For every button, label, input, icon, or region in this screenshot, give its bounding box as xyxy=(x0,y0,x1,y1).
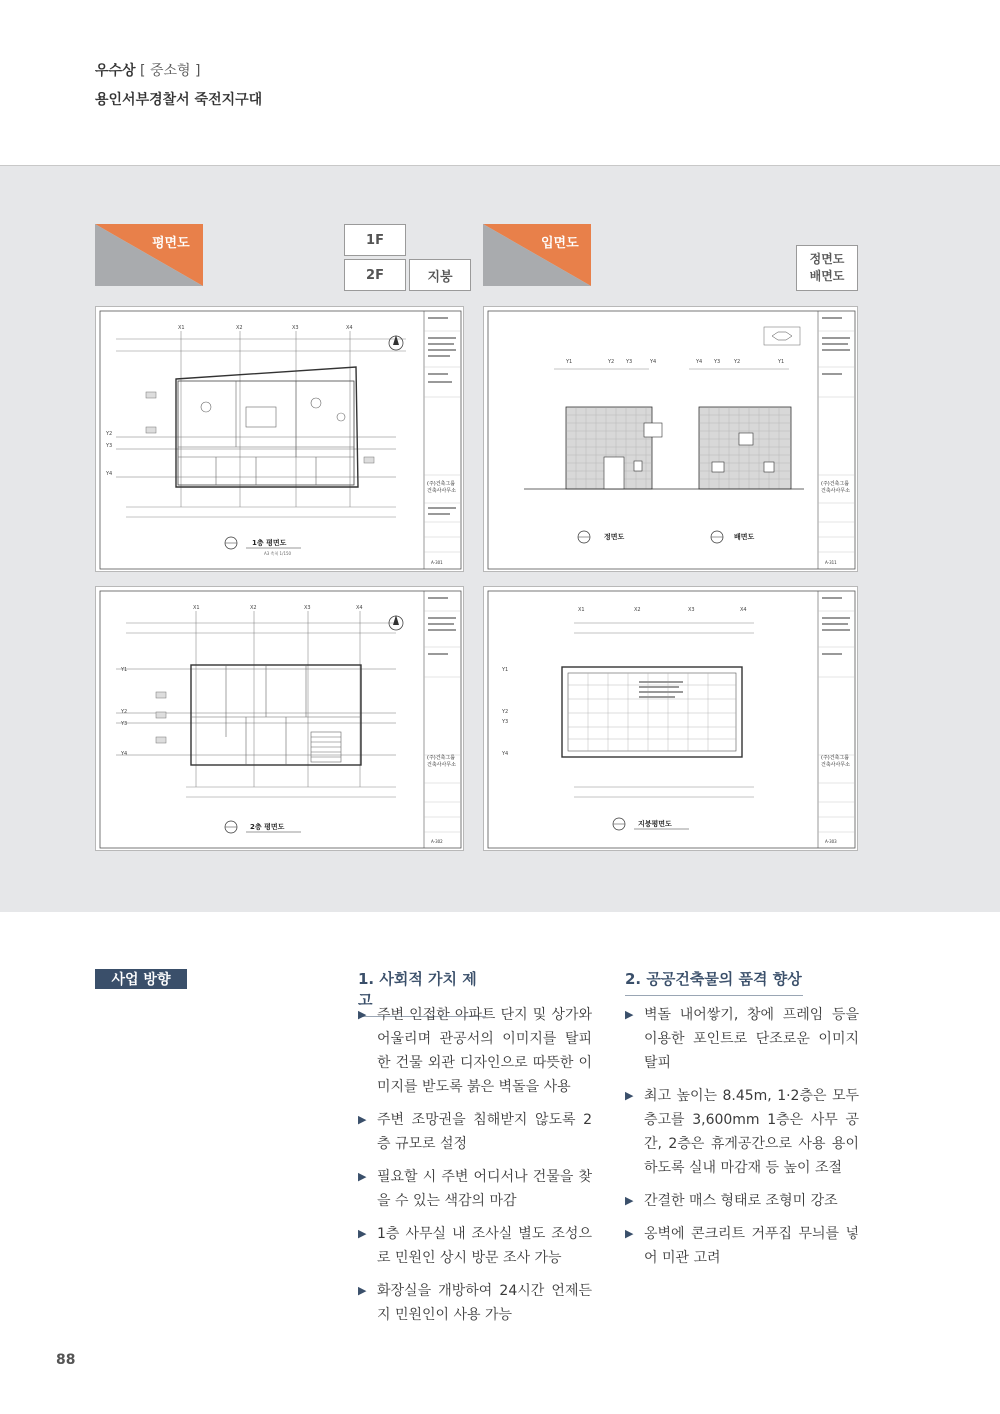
svg-text:X1: X1 xyxy=(178,325,185,331)
svg-text:Y4: Y4 xyxy=(502,751,509,757)
front-elevation-title: 정면도 xyxy=(604,533,625,541)
svg-text:Y2: Y2 xyxy=(608,359,615,365)
svg-text:Y1: Y1 xyxy=(502,667,509,673)
elevation-svg xyxy=(484,307,858,572)
page-header xyxy=(0,0,1000,165)
svg-text:Y2: Y2 xyxy=(106,431,113,437)
list-item: ▶ 필요할 시 주변 어디서나 건물을 찾을 수 있는 색감의 마감 xyxy=(358,1165,592,1213)
svg-text:Y4: Y4 xyxy=(121,751,128,757)
roof-plan-drawing[interactable] xyxy=(483,586,858,851)
list-item: ▶ 최고 높이는 8.45m, 1·2층은 모두 층고를 3,600mm 1층은 사무 공간, 2층은 휴게공간으로 사용 용이하도록 실내 마감재 등 높이 조절 xyxy=(625,1084,859,1180)
list-item: ▶ 간결한 매스 형태로 조형미 강조 xyxy=(625,1189,859,1213)
col2-title: 2. 공공건축물의 품격 향상 xyxy=(625,968,803,996)
svg-text:Y2: Y2 xyxy=(734,359,741,365)
svg-text:건축사사무소: 건축사사무소 xyxy=(821,488,850,494)
svg-text:(주)건축그룹: (주)건축그룹 xyxy=(821,481,850,487)
plan-1f-svg xyxy=(96,307,464,572)
list-item: ▶ 주변 조망권을 침해받지 않도록 2층 규모로 설정 xyxy=(358,1108,592,1156)
project-title: 용인서부경찰서 죽전지구대 xyxy=(95,92,263,108)
floor-2f-button[interactable]: 2F xyxy=(344,259,406,291)
list-item: ▶ 1층 사무실 내 조사실 별도 조성으로 민원인 상시 방문 조사 가능 xyxy=(358,1222,592,1270)
svg-text:X1: X1 xyxy=(578,607,585,613)
elevation-front-rear-button[interactable] xyxy=(796,245,858,291)
award-line xyxy=(95,60,200,80)
svg-text:X2: X2 xyxy=(634,607,641,613)
triangle-right-icon: ▶ xyxy=(358,1113,367,1126)
col1-title: 1. 사회적 가치 제고 xyxy=(358,968,486,1017)
triangle-right-icon: ▶ xyxy=(625,1194,634,1207)
award-title: 우수상 xyxy=(95,63,136,79)
svg-text:Y3: Y3 xyxy=(106,443,113,449)
page-number: 88 xyxy=(56,1352,76,1368)
plan-1f-sheet: A-301 xyxy=(431,560,443,565)
svg-text:Y1: Y1 xyxy=(778,359,785,365)
svg-text:X3: X3 xyxy=(292,325,299,331)
floor-roof-button[interactable]: 지붕 xyxy=(409,259,471,291)
svg-text:Y1: Y1 xyxy=(121,667,128,673)
triangle-right-icon: ▶ xyxy=(358,1008,367,1021)
floor-1f-button[interactable]: 1F xyxy=(344,224,406,256)
svg-text:X4: X4 xyxy=(740,607,747,613)
list-item: ▶ 옹벽에 콘크리트 거푸집 무늬를 넣어 미관 고려 xyxy=(625,1222,859,1270)
svg-text:X4: X4 xyxy=(346,325,353,331)
svg-text:X3: X3 xyxy=(688,607,695,613)
triangle-right-icon: ▶ xyxy=(358,1284,367,1297)
svg-text:Y2: Y2 xyxy=(121,709,128,715)
svg-text:(주)건축그룹: (주)건축그룹 xyxy=(821,755,850,761)
plan-2f-title: 2층 평면도 xyxy=(250,823,285,831)
triangle-right-icon: ▶ xyxy=(358,1227,367,1240)
triangle-right-icon: ▶ xyxy=(358,1170,367,1183)
svg-text:Y4: Y4 xyxy=(650,359,657,365)
elevation-sheet: A-311 xyxy=(825,560,837,565)
triangle-right-icon: ▶ xyxy=(625,1089,634,1102)
plan-1f-drawing[interactable] xyxy=(95,306,464,572)
elevation-drawing[interactable] xyxy=(483,306,858,572)
list-item: ▶ 주변 인접한 아파트 단지 및 상가와 어울리며 관공서의 이미지를 탈피한 건물 외관 디자인으로 따뜻한 이미지를 받도록 붉은 벽돌을 사용 xyxy=(358,1003,592,1099)
roof-plan-sheet: A-303 xyxy=(825,839,837,844)
svg-text:Y3: Y3 xyxy=(714,359,721,365)
plan-2f-drawing[interactable] xyxy=(95,586,464,851)
svg-text:건축사사무소: 건축사사무소 xyxy=(427,762,456,768)
plan-tab-label[interactable]: 평면도 xyxy=(152,236,190,251)
svg-text:Y4: Y4 xyxy=(106,471,113,477)
svg-text:Y2: Y2 xyxy=(502,709,509,715)
plan-1f-firm: (주)건축그룹 xyxy=(427,481,456,487)
plan-1f-scale: A3 축척 1/150 xyxy=(264,551,292,556)
svg-text:X2: X2 xyxy=(250,605,257,611)
roof-plan-title: 지붕평면도 xyxy=(638,820,672,828)
triangle-right-icon: ▶ xyxy=(625,1008,634,1021)
svg-text:(주)건축그룹: (주)건축그룹 xyxy=(427,755,456,761)
col2-bullet-list xyxy=(625,1003,859,1279)
col1-bullet-list xyxy=(358,1003,592,1336)
svg-text:Y3: Y3 xyxy=(502,719,509,725)
elevation-tab-label[interactable]: 입면도 xyxy=(541,236,579,251)
elevation-front-label: 정면도 xyxy=(809,252,845,266)
svg-text:Y3: Y3 xyxy=(626,359,633,365)
plan-1f-title: 1층 평면도 xyxy=(252,539,287,547)
plan-2f-svg xyxy=(96,587,464,851)
svg-text:Y3: Y3 xyxy=(121,721,128,727)
svg-text:Y1: Y1 xyxy=(566,359,573,365)
svg-text:X3: X3 xyxy=(304,605,311,611)
direction-heading: 사업 방향 xyxy=(95,969,187,989)
rear-elevation-title: 배면도 xyxy=(734,533,755,541)
list-item: ▶ 벽돌 내어쌓기, 창에 프레임 등을 이용한 포인트로 단조로운 이미지 탈피 xyxy=(625,1003,859,1075)
svg-text:건축사사무소: 건축사사무소 xyxy=(427,488,456,494)
plan-2f-sheet: A-302 xyxy=(431,839,443,844)
svg-text:X1: X1 xyxy=(193,605,200,611)
roof-plan-svg xyxy=(484,587,858,851)
svg-text:Y4: Y4 xyxy=(696,359,703,365)
svg-text:X4: X4 xyxy=(356,605,363,611)
svg-text:건축사사무소: 건축사사무소 xyxy=(821,762,850,768)
svg-text:X2: X2 xyxy=(236,325,243,331)
elevation-rear-label: 배면도 xyxy=(809,269,845,283)
triangle-right-icon: ▶ xyxy=(625,1227,634,1240)
list-item: ▶ 화장실을 개방하여 24시간 언제든지 민원인이 사용 가능 xyxy=(358,1279,592,1327)
award-category: [ 중소형 ] xyxy=(140,63,201,79)
